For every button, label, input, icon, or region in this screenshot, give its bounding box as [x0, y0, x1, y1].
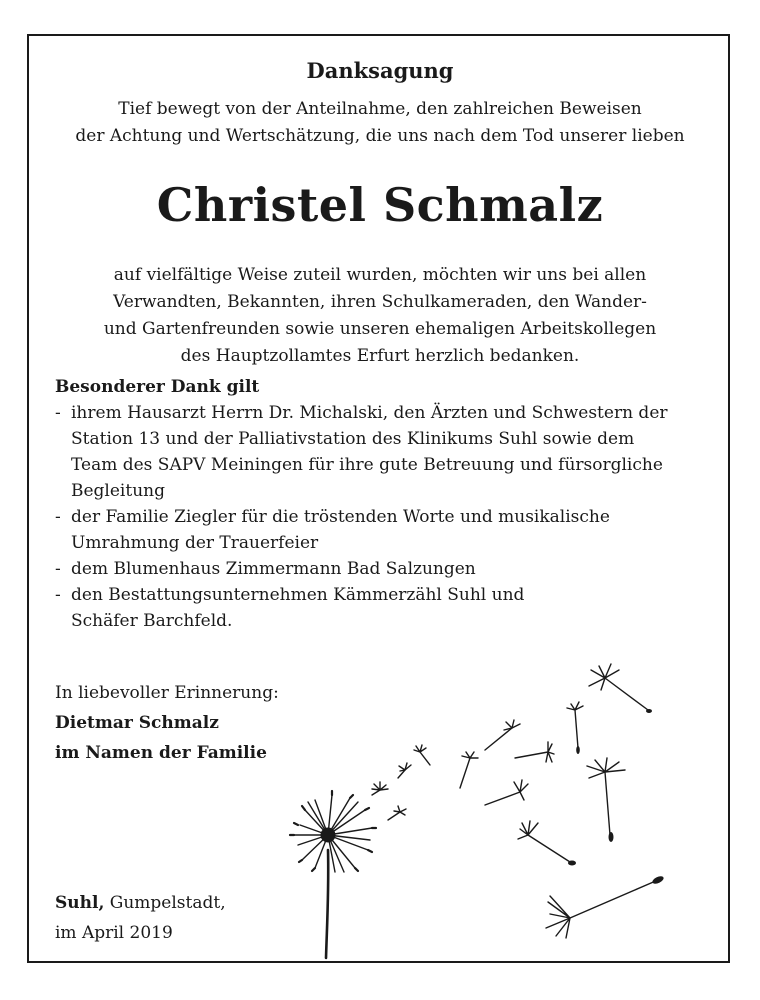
- place-line: [55, 888, 226, 918]
- list-item-line: dem Blumenhaus Zimmermann Bad Salzungen: [71, 559, 476, 579]
- list-item-line: den Bestattungsunternehmen Kämmerzähl Suhl und: [71, 585, 525, 605]
- list-item-line: ihrem Hausarzt Herrn Dr. Michalski, den Ärzten und Schwestern der: [71, 403, 668, 423]
- list-bullet: -: [55, 585, 61, 605]
- intro-text: [0, 96, 760, 150]
- list-item: [55, 556, 715, 582]
- notice-heading: Danksagung: [306, 58, 454, 83]
- list-item-line: Station 13 und der Palliativstation des Klinikums Suhl sowie dem: [71, 429, 635, 449]
- list-bullet: -: [55, 403, 61, 423]
- place-district: Gumpelstadt,: [104, 893, 226, 913]
- intro-line: Tief bewegt von der Anteilnahme, den zahlreichen Beweisen: [118, 99, 642, 119]
- signoff-name: Dietmar Schmalz: [55, 713, 219, 733]
- place-city: Suhl,: [55, 893, 105, 913]
- special-thanks-list: [55, 400, 715, 634]
- list-item: [55, 582, 715, 634]
- thanks-line: und Gartenfreunden sowie unseren ehemaligen Arbeitskollegen: [103, 319, 657, 339]
- dandelion-seeds-icon: [280, 640, 680, 960]
- deceased-name: Christel Schmalz: [156, 178, 604, 232]
- list-item-line: der Familie Ziegler für die tröstenden Worte und musikalische: [71, 507, 610, 527]
- list-item: [55, 504, 715, 556]
- special-thanks-section: [55, 374, 715, 634]
- intro-line: der Achtung und Wertschätzung, die uns nach dem Tod unserer lieben: [75, 126, 685, 146]
- list-item: [55, 400, 715, 504]
- special-thanks-title: Besonderer Dank gilt: [55, 377, 260, 397]
- place-and-date: [55, 888, 226, 948]
- list-item-line: Team des SAPV Meiningen für ihre gute Betreuung und fürsorgliche: [71, 455, 663, 475]
- thanks-line: des Hauptzollamtes Erfurt herzlich bedanken.: [180, 346, 580, 366]
- list-item-line: Schäfer Barchfeld.: [71, 611, 233, 631]
- thanks-line: auf vielfältige Weise zuteil wurden, möchten wir uns bei allen: [113, 265, 647, 285]
- signoff-intro: In liebevoller Erinnerung:: [55, 683, 279, 703]
- signoff: [55, 678, 279, 768]
- thanks-text: [0, 262, 760, 370]
- list-item-line: Umrahmung der Trauerfeier: [71, 533, 319, 553]
- date-line: im April 2019: [55, 923, 173, 943]
- list-bullet: -: [55, 507, 61, 527]
- thanks-line: Verwandten, Bekannten, ihren Schulkameraden, den Wander-: [113, 292, 647, 312]
- signoff-role: im Namen der Familie: [55, 743, 267, 763]
- list-item-line: Begleitung: [71, 481, 165, 501]
- list-bullet: -: [55, 559, 61, 579]
